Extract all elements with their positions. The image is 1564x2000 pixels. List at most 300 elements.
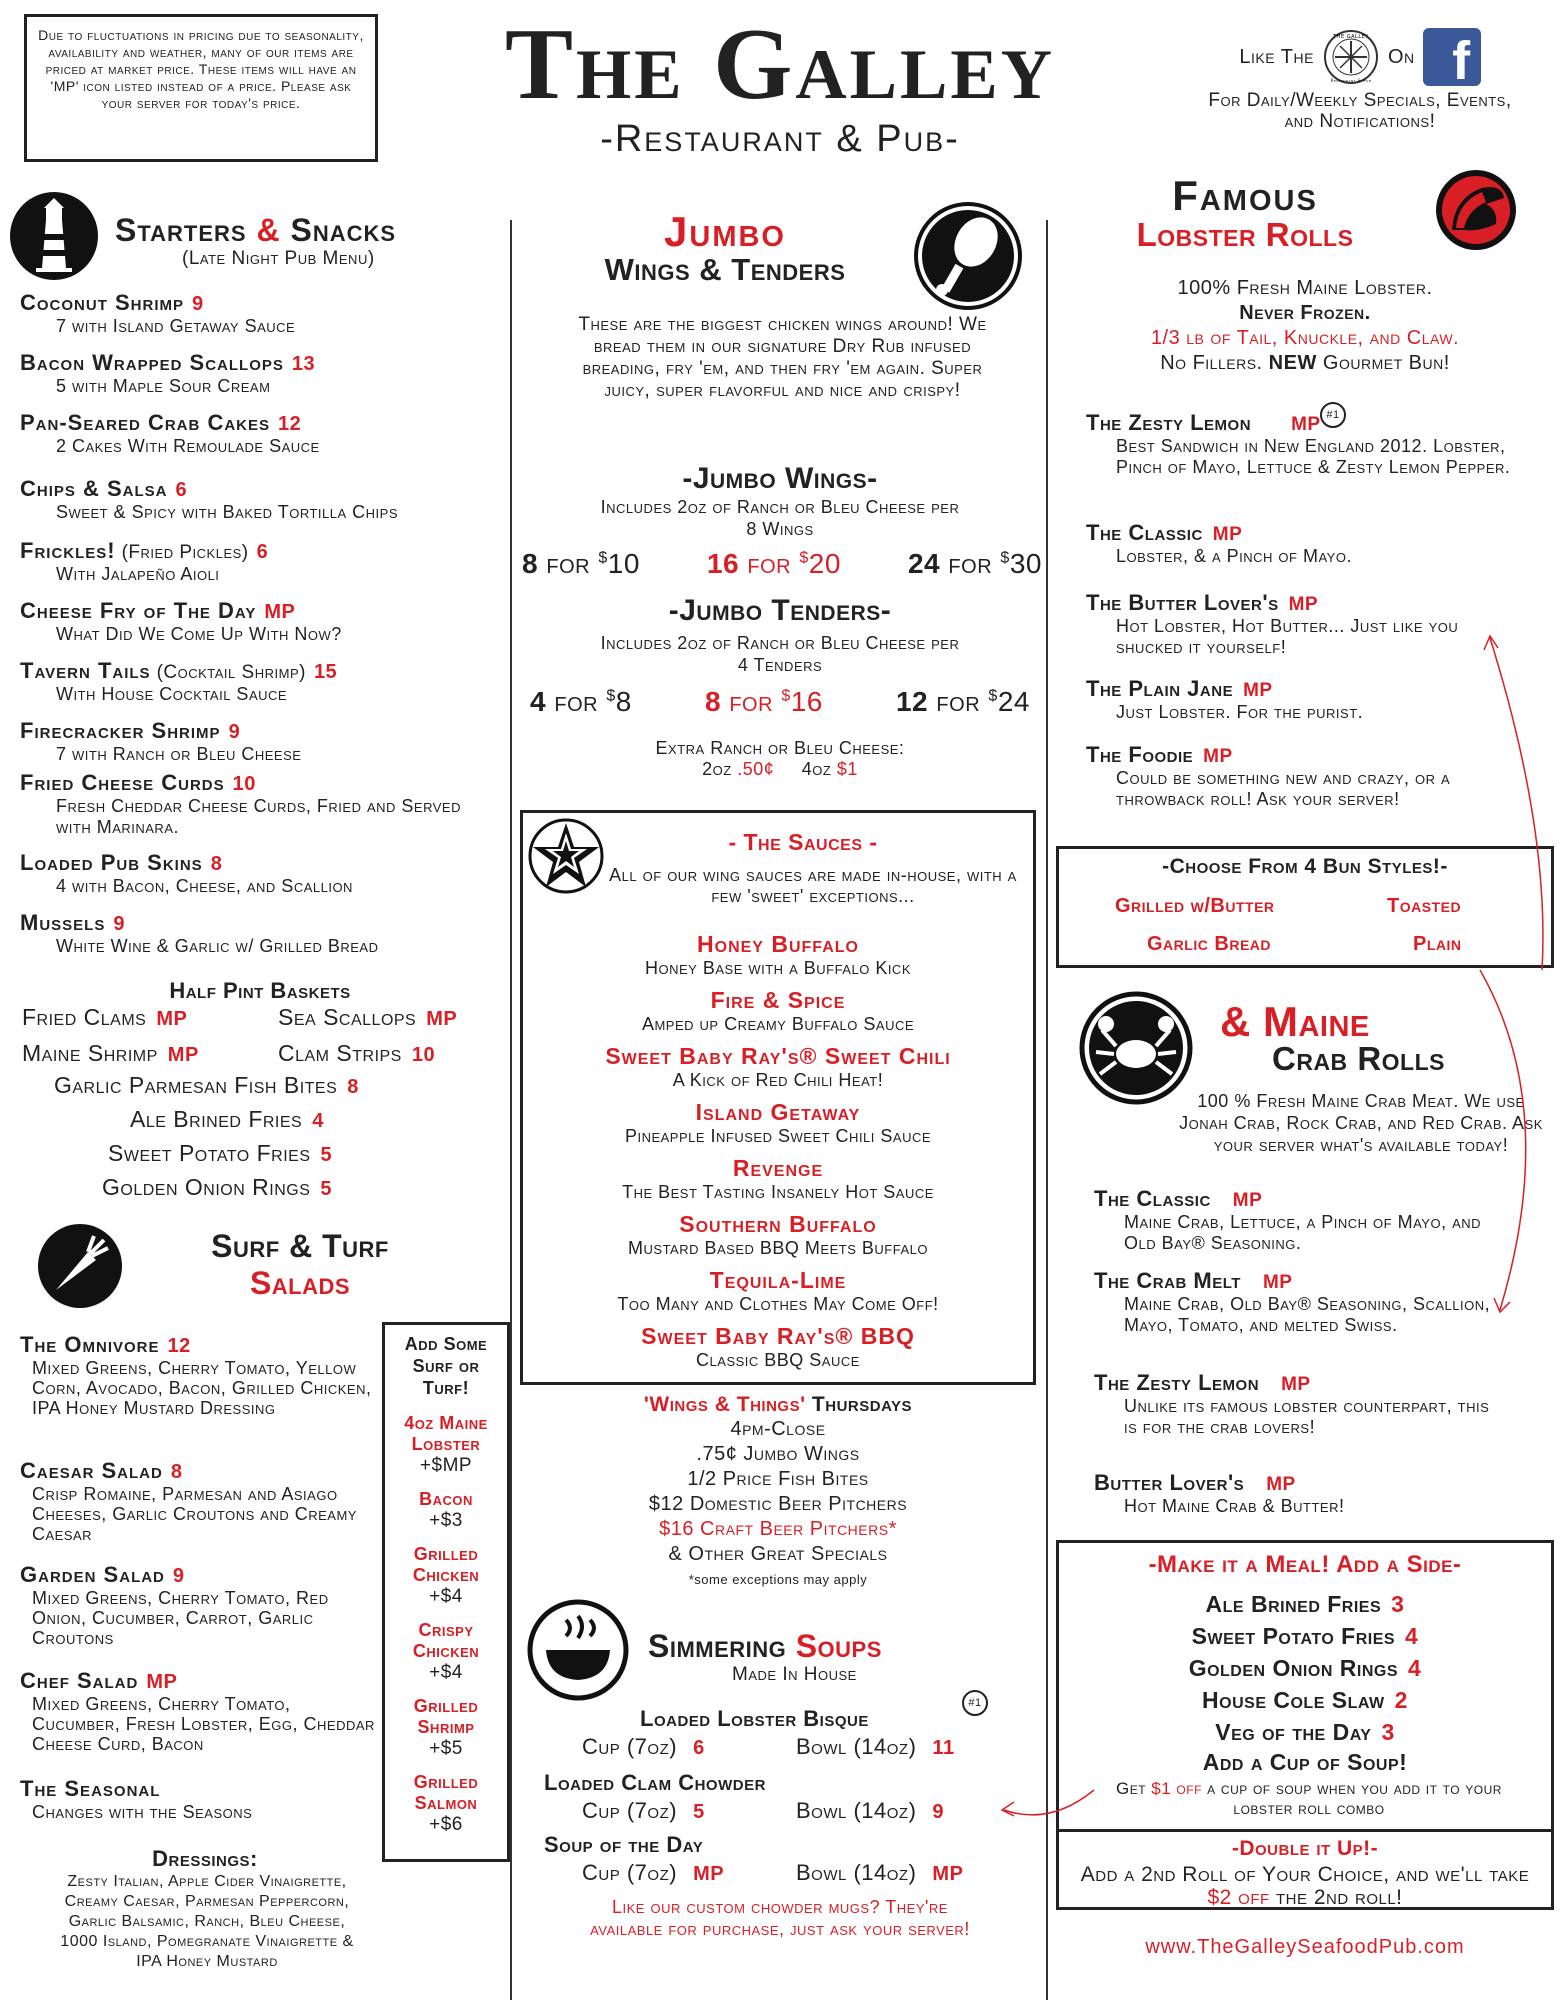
sauce-desc: Honey Base with a Buffalo Kick bbox=[645, 958, 911, 978]
salad-item bbox=[20, 1458, 375, 1544]
starter-desc: Fresh Cheddar Cheese Curds, Fried and Served with Marinara. bbox=[56, 796, 461, 837]
starter-price: 10 bbox=[232, 773, 256, 795]
double-note: Add a 2nd Roll of Your Choice, and we'll take $2 off the 2nd roll! bbox=[1080, 1863, 1530, 1909]
sauce-name: Sweet Baby Ray's® BBQ bbox=[641, 1323, 915, 1349]
starter-name: Firecracker Shrimp bbox=[20, 718, 221, 743]
half-pint-item bbox=[108, 1140, 332, 1167]
half-pint-item bbox=[278, 1004, 457, 1031]
lobster-intro-3: 1/3 lb of Tail, Knuckle, and Claw. bbox=[1150, 327, 1460, 349]
lobster-roll-desc: Could be something new and crazy, or a throwback roll! Ask your server! bbox=[1116, 768, 1451, 809]
lobster-roll-item bbox=[1086, 410, 1526, 478]
lobster-roll-name-line bbox=[1086, 520, 1526, 546]
crab-roll-desc: Unlike its famous lobster counterpart, this is for the crab lovers! bbox=[1124, 1396, 1490, 1437]
sauce-desc: Classic BBQ Sauce bbox=[696, 1350, 860, 1370]
crab-roll-name-line bbox=[1094, 1470, 1494, 1496]
sauce-name: Southern Buffalo bbox=[679, 1211, 877, 1237]
starter-price: 13 bbox=[291, 353, 316, 375]
meal-side-item bbox=[1059, 1591, 1551, 1618]
starter-price: 9 bbox=[113, 913, 125, 935]
starter-name: Chips & Salsa bbox=[20, 476, 168, 501]
wings-price-8-val: 10 bbox=[607, 548, 640, 579]
crab-icon bbox=[1078, 990, 1194, 1106]
sauce-name: Tequila-Lime bbox=[709, 1267, 847, 1293]
half-pint-name: Maine Shrimp bbox=[22, 1040, 158, 1066]
facebook-letter: f bbox=[1452, 31, 1471, 91]
starter-item bbox=[20, 658, 500, 705]
crab-intro: 100 % Fresh Maine Crab Meat. We use Jonah Crab, Rock Crab, and Red Crab. Ask your server what's available today! bbox=[1179, 1091, 1543, 1155]
starter-desc: With House Cocktail Sauce bbox=[56, 684, 288, 704]
crab-roll-item bbox=[1094, 1186, 1494, 1254]
jumbo-tenders-title: -Jumbo Tenders- bbox=[668, 594, 892, 627]
lobster-roll-price: MP bbox=[1212, 524, 1243, 545]
soup-bowl-label: Bowl (14oz) bbox=[796, 1798, 917, 1823]
bun-styles-title: -Choose From 4 Bun Styles!- bbox=[1162, 855, 1448, 878]
sauce-item bbox=[523, 1043, 1033, 1091]
sauce-desc: Amped up Creamy Buffalo Sauce bbox=[641, 1014, 915, 1034]
half-pint-price: 5 bbox=[320, 1178, 333, 1200]
addon-price: +$5 bbox=[429, 1738, 463, 1759]
salad-name-line bbox=[20, 1458, 375, 1484]
starter-desc: What Did We Come Up With Now? bbox=[56, 624, 342, 644]
meal-side-name: Veg of the Day bbox=[1215, 1719, 1372, 1745]
salads-title bbox=[150, 1228, 450, 1302]
bun-grilled: Grilled w/Butter bbox=[1115, 895, 1275, 917]
wings-title-a: Jumbo bbox=[664, 208, 786, 255]
lobster-roll-desc: Hot Lobster, Hot Butter... Just like you shucked it yourself! bbox=[1116, 616, 1459, 657]
fb-like-text: Like The bbox=[1239, 45, 1314, 68]
crab-roll-item bbox=[1094, 1470, 1494, 1517]
salad-item bbox=[20, 1776, 375, 1822]
salad-desc: Changes with the Seasons bbox=[32, 1802, 253, 1822]
lobster-roll-name: The Butter Lover's bbox=[1086, 590, 1279, 615]
crab-roll-desc: Hot Maine Crab & Butter! bbox=[1124, 1496, 1345, 1516]
lobster-intro bbox=[1060, 276, 1550, 376]
crab-roll-name: The Crab Melt bbox=[1094, 1268, 1241, 1293]
lobster-roll-desc: Just Lobster. For the purist. bbox=[1116, 702, 1364, 722]
dressings-title: Dressings: bbox=[152, 1846, 258, 1871]
lobster-roll-price: MP bbox=[1288, 594, 1319, 615]
soup-cup bbox=[582, 1734, 705, 1760]
addon-item bbox=[389, 1413, 503, 1477]
starter-name-line bbox=[20, 598, 500, 624]
crab-roll-name: The Zesty Lemon bbox=[1094, 1370, 1260, 1395]
column-divider-2 bbox=[1046, 220, 1048, 2000]
starter-name: Mussels bbox=[20, 910, 106, 935]
half-pint-name: Sweet Potato Fries bbox=[108, 1140, 311, 1166]
lobster-roll-name: The Foodie bbox=[1086, 742, 1194, 767]
extra-sauce-label: Extra Ranch or Bleu Cheese: bbox=[655, 738, 905, 758]
starter-price: 6 bbox=[256, 541, 269, 563]
soup-bowl-icon bbox=[526, 1598, 630, 1702]
starters-title-b: Snacks bbox=[290, 212, 397, 248]
galley-logo-icon bbox=[1322, 28, 1380, 86]
tenders-price-4: 4 for $8 bbox=[530, 686, 632, 717]
tenders-price-12: 12 for $24 bbox=[895, 686, 1030, 717]
sauce-name: Revenge bbox=[732, 1155, 824, 1181]
starter-item bbox=[20, 290, 500, 337]
bun-toasted: Toasted bbox=[1387, 895, 1462, 917]
facebook-callout[interactable] bbox=[1200, 28, 1520, 132]
soup-bowl-price: 11 bbox=[932, 1737, 955, 1759]
half-pint-price: 5 bbox=[320, 1144, 333, 1166]
soup-cup bbox=[582, 1798, 705, 1824]
sauces-intro: All of our wing sauces are made in-house, with a few 'sweet' exceptions... bbox=[609, 865, 1017, 906]
salad-name-line bbox=[20, 1332, 375, 1358]
sauce-item bbox=[523, 1267, 1033, 1315]
sauce-desc: A Kick of Red Chili Heat! bbox=[672, 1070, 884, 1090]
dressings-text: Zesty Italian, Apple Cider Vinaigrette, Creamy Caesar, Parmesan Peppercorn, Garlic Balsamic, Ranch, Bleu Cheese, 1000 Island, Pomegranate Vinaigrette & IPA Honey Mustard bbox=[60, 1873, 354, 1970]
crab-roll-price: MP bbox=[1262, 1272, 1293, 1293]
starter-item bbox=[20, 410, 500, 457]
half-pint-price: MP bbox=[156, 1008, 188, 1030]
addon-price: +$MP bbox=[419, 1455, 473, 1476]
soup-badge-text: #1 bbox=[968, 1697, 982, 1709]
salad-name: The Seasonal bbox=[20, 1776, 161, 1801]
salad-name: Caesar Salad bbox=[20, 1458, 163, 1483]
meal-side-name: Golden Onion Rings bbox=[1188, 1655, 1398, 1681]
addon-name: Grilled Salmon bbox=[413, 1772, 479, 1813]
sauce-item bbox=[523, 931, 1033, 979]
notice-text: Due to fluctuations in pricing due to seasonality, availability and weather, many of our items are priced at market price. These items will have an 'MP' icon listed instead of a price. Please ask your server for today's price. bbox=[38, 27, 364, 111]
addon-name: Grilled Chicken bbox=[412, 1544, 480, 1585]
fb-on-text: On bbox=[1387, 45, 1415, 68]
half-pint-price: 4 bbox=[312, 1110, 324, 1132]
starters-title bbox=[115, 212, 396, 249]
soup-bowl-label: Bowl (14oz) bbox=[796, 1734, 917, 1759]
starter-price: MP bbox=[264, 601, 296, 623]
starter-name: Loaded Pub Skins bbox=[20, 850, 203, 875]
starter-price: 15 bbox=[313, 661, 338, 683]
soup-bowl-price: 9 bbox=[932, 1801, 945, 1823]
page-subtitle: -Restaurant & Pub- bbox=[600, 118, 960, 160]
crab-roll-name-line bbox=[1094, 1186, 1494, 1212]
starter-name: Coconut Shrimp bbox=[20, 290, 185, 315]
wings-price-16: 16 for $20 bbox=[706, 548, 841, 579]
starter-item bbox=[20, 910, 500, 957]
salad-name-line bbox=[20, 1776, 375, 1802]
crab-roll-item bbox=[1094, 1370, 1494, 1438]
half-pint-item bbox=[278, 1040, 435, 1067]
thursdays-line-4: $12 Domestic Beer Pitchers bbox=[648, 1493, 908, 1515]
half-pint-price: MP bbox=[426, 1008, 458, 1030]
starter-desc: 4 with Bacon, Cheese, and Scallion bbox=[56, 876, 353, 896]
soup-bowl bbox=[796, 1798, 944, 1824]
salad-price: 12 bbox=[167, 1335, 191, 1357]
salad-name: Garden Salad bbox=[20, 1562, 165, 1587]
crab-roll-desc: Maine Crab, Lettuce, a Pinch of Mayo, and Old Bay® Seasoning. bbox=[1124, 1212, 1482, 1253]
salad-item bbox=[20, 1668, 375, 1754]
lobster-roll-item bbox=[1086, 520, 1526, 567]
wings-title bbox=[530, 208, 920, 288]
starters-title-amp: & bbox=[256, 212, 281, 248]
sauce-item bbox=[523, 987, 1033, 1035]
sauce-item bbox=[523, 1211, 1033, 1259]
half-pint-name: Clam Strips bbox=[278, 1040, 402, 1066]
half-pint-name: Sea Scallops bbox=[278, 1004, 417, 1030]
logo-text: THE GALLEY bbox=[1333, 34, 1369, 40]
meal-side-item bbox=[1059, 1655, 1551, 1682]
starter-name-line bbox=[20, 770, 500, 796]
half-pint-name: Garlic Parmesan Fish Bites bbox=[54, 1072, 338, 1098]
lobster-intro-1: 100% Fresh Maine Lobster. bbox=[1177, 277, 1433, 299]
lobster-title-b: Lobster Rolls bbox=[1136, 216, 1354, 253]
sauce-item bbox=[523, 1323, 1033, 1371]
lobster-claw-icon bbox=[1434, 168, 1518, 252]
lobster-roll-desc: Lobster, & a Pinch of Mayo. bbox=[1116, 546, 1352, 566]
starter-price: 12 bbox=[278, 413, 302, 435]
starter-name: Cheese Fry of The Day bbox=[20, 598, 257, 623]
lobster-roll-desc: Best Sandwich in New England 2012. Lobster, Pinch of Mayo, Lettuce & Zesty Lemon Pepper. bbox=[1116, 436, 1511, 477]
starters-title-a: Starters bbox=[115, 212, 247, 248]
salad-desc: Crisp Romaine, Parmesan and Asiago Cheeses, Garlic Croutons and Creamy Caesar bbox=[32, 1484, 357, 1544]
crab-roll-name: Butter Lover's bbox=[1094, 1470, 1245, 1495]
starter-price: 9 bbox=[192, 293, 204, 315]
thursdays-line-1: 4pm-Close bbox=[730, 1418, 826, 1440]
starter-name: Pan-Seared Crab Cakes bbox=[20, 410, 271, 435]
tenders-prices bbox=[530, 686, 1030, 718]
market-price-notice bbox=[24, 14, 378, 162]
lighthouse-icon bbox=[8, 190, 100, 282]
soups-title: Simmering Soups bbox=[648, 1628, 882, 1664]
sauce-name: Island Getaway bbox=[695, 1099, 861, 1125]
meal-divider bbox=[1059, 1829, 1551, 1832]
lobster-intro-4: No Fillers. NEW Gourmet Bun! bbox=[1160, 352, 1450, 374]
sauce-name: Fire & Spice bbox=[710, 987, 846, 1013]
starter-name: Bacon Wrapped Scallops bbox=[20, 350, 284, 375]
salad-desc: Mixed Greens, Cherry Tomato, Cucumber, Fresh Lobster, Egg, Cheddar Cheese Curd, Bacon bbox=[32, 1694, 375, 1754]
addons-title: Add Some Surf or Turf! bbox=[404, 1334, 488, 1398]
addon-item bbox=[389, 1544, 503, 1608]
sauce-name: Sweet Baby Ray's® Sweet Chili bbox=[605, 1043, 951, 1069]
connector-arrow-icon bbox=[1470, 630, 1560, 1350]
wings-price-24: 24 for $30 bbox=[907, 548, 1042, 579]
lobster-roll-item bbox=[1086, 676, 1526, 723]
lobster-roll-item bbox=[1086, 742, 1526, 810]
addon-price: +$4 bbox=[429, 1662, 463, 1683]
starter-desc: 7 with Island Getaway Sauce bbox=[56, 316, 296, 336]
soup-arrow-icon bbox=[990, 1786, 1100, 1826]
salad-price: 9 bbox=[172, 1565, 185, 1587]
soup-bowl bbox=[796, 1734, 955, 1760]
lobster-roll-price: MP bbox=[1291, 414, 1321, 435]
starter-name-line bbox=[20, 350, 500, 376]
lobster-roll-name: The Zesty Lemon bbox=[1086, 410, 1252, 435]
salad-desc: Mixed Greens, Cherry Tomato, Red Onion, Cucumber, Carrot, Garlic Croutons bbox=[32, 1588, 329, 1648]
meal-side-price: 4 bbox=[1408, 1655, 1422, 1681]
meal-title: -Make it a Meal! Add a Side- bbox=[1148, 1551, 1462, 1578]
half-pint-price: MP bbox=[167, 1044, 199, 1066]
salads-title-b: Salads bbox=[249, 1265, 351, 1301]
sauce-item bbox=[523, 1099, 1033, 1147]
sauce-desc: Mustard Based BBQ Meets Buffalo bbox=[628, 1238, 928, 1258]
soup-cup bbox=[582, 1860, 724, 1886]
tenders-price-8: 8 for $16 bbox=[704, 686, 823, 717]
soup-bowl-label: Bowl (14oz) bbox=[796, 1860, 917, 1885]
soup-name: Soup of the Day bbox=[544, 1832, 704, 1857]
crab-roll-desc: Maine Crab, Old Bay® Seasoning, Scallion, Mayo, Tomato, and melted Swiss. bbox=[1124, 1294, 1491, 1335]
salad-price: MP bbox=[146, 1671, 178, 1693]
half-pint-item bbox=[22, 1040, 199, 1067]
lobster-roll-name-line bbox=[1086, 410, 1526, 436]
lobster-roll-item bbox=[1086, 590, 1526, 658]
half-pint-item bbox=[22, 1004, 187, 1031]
soup-name: Loaded Clam Chowder bbox=[544, 1770, 766, 1795]
addon-item bbox=[389, 1489, 503, 1532]
starter-name: Tavern Tails bbox=[20, 658, 151, 683]
starter-price: 8 bbox=[210, 853, 223, 875]
addons-list bbox=[389, 1413, 503, 1836]
double-title: -Double it Up!- bbox=[1231, 1837, 1379, 1860]
starter-name: Fried Cheese Curds bbox=[20, 770, 225, 795]
starter-desc: 5 with Maple Sour Cream bbox=[56, 376, 271, 396]
soup-cup-price: 6 bbox=[693, 1737, 705, 1759]
bun-plain: Plain bbox=[1413, 933, 1462, 955]
starter-item bbox=[20, 770, 500, 838]
starter-note: (Fried Pickles) bbox=[121, 542, 249, 563]
addon-item bbox=[389, 1620, 503, 1684]
addon-item bbox=[389, 1772, 503, 1836]
meal-side-price: 3 bbox=[1381, 1719, 1395, 1745]
starter-name-line bbox=[20, 910, 500, 936]
bun-garlic: Garlic Bread bbox=[1147, 933, 1271, 955]
crab-roll-name: The Classic bbox=[1094, 1186, 1211, 1211]
soup-addon-note: Get $1 off a cup of soup when you add it to your lobster roll combo bbox=[1116, 1779, 1502, 1818]
soup-addon-title: Add a Cup of Soup! bbox=[1202, 1749, 1408, 1775]
lobster-title bbox=[1090, 172, 1400, 254]
soup-cup-label: Cup (7oz) bbox=[582, 1734, 678, 1759]
soup-cup-label: Cup (7oz) bbox=[582, 1798, 678, 1823]
meal-side-name: House Cole Slaw bbox=[1202, 1687, 1385, 1713]
sauce-name: Honey Buffalo bbox=[697, 931, 859, 957]
page-title: The Galley bbox=[504, 8, 1056, 121]
addon-name: 4oz Maine Lobster bbox=[404, 1413, 488, 1454]
jumbo-tenders-note: Includes 2oz of Ranch or Bleu Cheese per 4 Tenders bbox=[600, 633, 960, 675]
thursdays-fine: *some exceptions may apply bbox=[688, 1572, 868, 1587]
fb-note: For Daily/Weekly Specials, Events, and Notifications! bbox=[1208, 90, 1512, 132]
thursdays-block bbox=[520, 1392, 1036, 1592]
crab-roll-name-line bbox=[1094, 1370, 1494, 1396]
addon-name: Bacon bbox=[419, 1489, 473, 1509]
addons-box bbox=[382, 1322, 510, 1862]
soup-cup-label: Cup (7oz) bbox=[582, 1860, 678, 1885]
addon-price: +$6 bbox=[429, 1814, 463, 1835]
sauce-item bbox=[523, 1155, 1033, 1203]
salad-name-line bbox=[20, 1562, 375, 1588]
salad-price: 8 bbox=[170, 1461, 183, 1483]
starter-price: 6 bbox=[175, 479, 188, 501]
starter-price: 9 bbox=[228, 721, 241, 743]
half-pint-name: Golden Onion Rings bbox=[102, 1174, 311, 1200]
soup-cup-price: 5 bbox=[693, 1801, 705, 1823]
starter-desc: 2 Cakes With Remoulade Sauce bbox=[56, 436, 320, 456]
crab-title-a: & Maine bbox=[1220, 998, 1370, 1045]
starters-subtitle: (Late Night Pub Menu) bbox=[182, 248, 375, 269]
wings-intro: These are the biggest chicken wings around! We bread them in our signature Dry Rub infused breading, fry 'em, and then fry 'em again. Super juicy, super flavorful and nice and crispy! bbox=[578, 314, 987, 401]
meal-side-name: Sweet Potato Fries bbox=[1191, 1623, 1396, 1649]
lobster-roll-price: MP bbox=[1203, 746, 1233, 767]
soup-cup-price: MP bbox=[693, 1863, 725, 1885]
wings-title-b: Wings & Tenders bbox=[604, 252, 846, 287]
half-pint-item bbox=[54, 1072, 359, 1099]
starter-note: (Cocktail Shrimp) bbox=[156, 662, 306, 683]
starter-item bbox=[20, 350, 500, 397]
thursdays-line-3: 1/2 Price Fish Bites bbox=[687, 1468, 869, 1490]
facebook-icon[interactable] bbox=[1423, 28, 1481, 91]
meal-side-price: 3 bbox=[1391, 1591, 1405, 1617]
starter-desc: White Wine & Garlic w/ Grilled Bread bbox=[56, 936, 379, 956]
meal-side-item bbox=[1059, 1687, 1551, 1714]
meal-side-price: 4 bbox=[1405, 1623, 1419, 1649]
meal-side-name: Ale Brined Fries bbox=[1205, 1591, 1382, 1617]
logo-sub: Restaurant & Pub bbox=[1330, 78, 1372, 83]
half-pint-price: 8 bbox=[347, 1076, 359, 1098]
salad-name-line bbox=[20, 1668, 375, 1694]
wings-price-8: 8 for $10 bbox=[522, 548, 640, 579]
crab-roll-price: MP bbox=[1232, 1190, 1263, 1211]
starter-item bbox=[20, 476, 500, 523]
half-pint-price: 10 bbox=[411, 1044, 436, 1066]
lobster-roll-name-line bbox=[1086, 676, 1526, 702]
lobster-intro-2: Never Frozen. bbox=[1239, 302, 1371, 324]
addon-price: +$4 bbox=[429, 1586, 463, 1607]
salad-item bbox=[20, 1332, 375, 1418]
crab-roll-item bbox=[1094, 1268, 1494, 1336]
crab-roll-name-line bbox=[1094, 1268, 1494, 1294]
extra-sauce-prices: 2oz .50¢ 4oz $1 bbox=[702, 759, 858, 779]
soup-badge bbox=[962, 1690, 988, 1716]
salad-desc: Mixed Greens, Cherry Tomato, Yellow Corn, Avocado, Bacon, Grilled Chicken, IPA Honey Mustard Dressing bbox=[32, 1358, 372, 1418]
sauces-box bbox=[520, 810, 1036, 1385]
half-pint-name: Fried Clams bbox=[22, 1004, 147, 1030]
website-link[interactable]: www.TheGalleySeafoodPub.com bbox=[1145, 1936, 1465, 1958]
wings-prices bbox=[522, 548, 1042, 580]
drumstick-icon bbox=[912, 200, 1024, 312]
starter-item bbox=[20, 538, 500, 585]
column-divider-1 bbox=[510, 220, 512, 2000]
soup-bowl bbox=[796, 1860, 963, 1886]
starter-item bbox=[20, 718, 500, 765]
thursdays-red-line: $16 Craft Beer Pitchers* bbox=[659, 1518, 897, 1540]
meal-side-item bbox=[1059, 1719, 1551, 1746]
starter-name-line bbox=[20, 538, 500, 564]
salad-name: Chef Salad bbox=[20, 1668, 139, 1693]
crab-roll-price: MP bbox=[1266, 1474, 1296, 1495]
addon-name: Crispy Chicken bbox=[412, 1620, 480, 1661]
lobster-roll-name: The Classic bbox=[1086, 520, 1203, 545]
addon-name: Grilled Shrimp bbox=[413, 1696, 479, 1737]
salad-item bbox=[20, 1562, 375, 1648]
soup-bowl-price: MP bbox=[932, 1863, 964, 1885]
starter-name-line bbox=[20, 718, 500, 744]
crab-title-b: Crab Rolls bbox=[1272, 1040, 1445, 1077]
starter-desc: With Jalapeño Aioli bbox=[56, 564, 220, 584]
starter-name-line bbox=[20, 290, 500, 316]
lobster-title-a: Famous bbox=[1172, 172, 1318, 219]
starter-item bbox=[20, 850, 500, 897]
meal-side-price: 2 bbox=[1394, 1687, 1408, 1713]
starter-name-line bbox=[20, 476, 500, 502]
salad-name: The Omnivore bbox=[20, 1332, 160, 1357]
extra-sauce bbox=[580, 738, 980, 780]
sauce-desc: The Best Tasting Insanely Hot Sauce bbox=[622, 1182, 934, 1202]
soups-subtitle: Made In House bbox=[732, 1664, 857, 1685]
starter-name-line bbox=[20, 658, 500, 684]
half-pint-item bbox=[130, 1106, 324, 1133]
thursdays-last-line: & Other Great Specials bbox=[668, 1543, 888, 1565]
salads-title-a: Surf & Turf bbox=[211, 1228, 389, 1264]
jumbo-wings-note: Includes 2oz of Ranch or Bleu Cheese per 8 Wings bbox=[600, 497, 960, 539]
lobster-roll-name: The Plain Jane bbox=[1086, 676, 1234, 701]
